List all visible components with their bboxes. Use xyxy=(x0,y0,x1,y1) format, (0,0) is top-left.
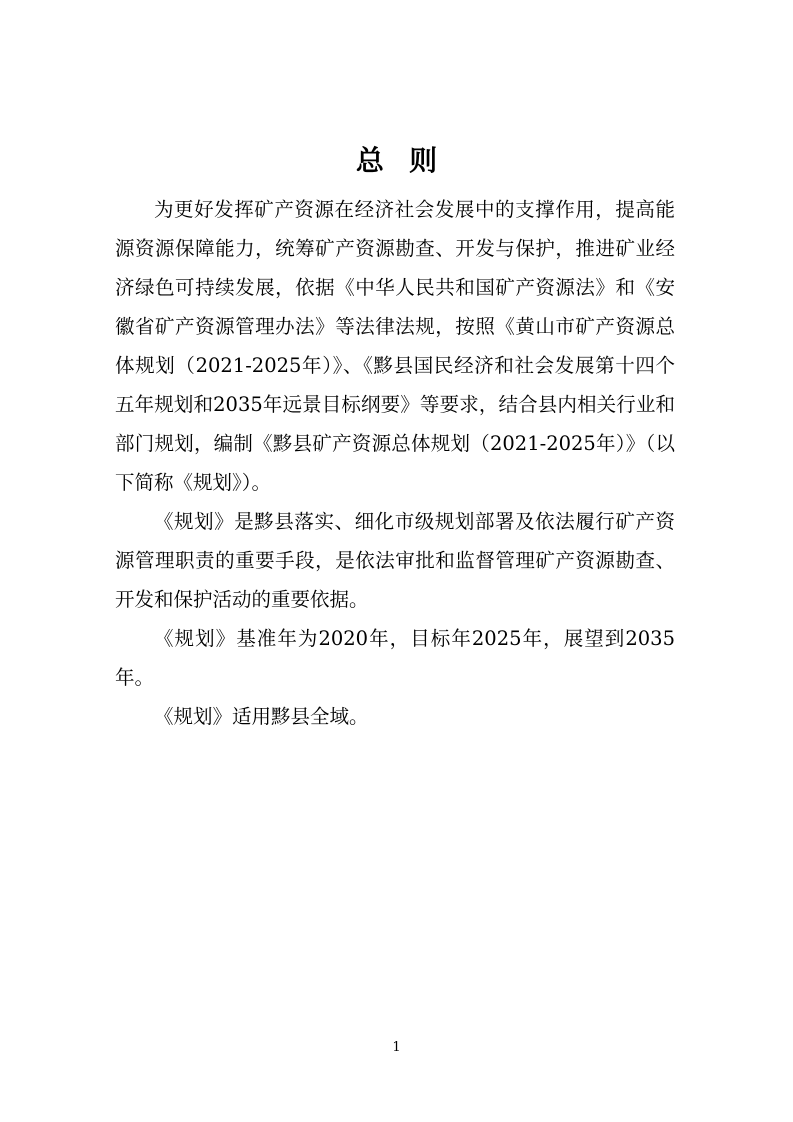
paragraph-role: 《规划》是黟县落实、细化市级规划部署及依法履行矿产资源管理职责的重要手段，是依法审批和监督管理矿产资源勘查、开发和保护活动的重要依据。 xyxy=(115,510,675,611)
paragraph-purpose: 为更好发挥矿产资源在经济社会发展中的支撑作用，提高能源资源保障能力，统筹矿产资源勘查、开发与保护，推进矿业经济绿色可持续发展，依据《中华人民共和国矿产资源法》和《安徽省矿产资源管理办法》等法律法规，按照《黄山市矿产资源总体规划（2021-2025年）》、《黟县国民经济和社会发展第十四个五年规划和2035年远景目标纲要》等要求，结合县内相关行业和部门规划，编制《黟县矿产资源总体规划（2021-2025年）》（以下简称《规划》）。 xyxy=(115,198,675,494)
paragraph-period: 《规划》基准年为2020年，目标年2025年，展望到2035年。 xyxy=(115,627,675,689)
page-number: 1 xyxy=(392,1040,401,1055)
page-title: 总则 xyxy=(355,143,463,177)
body-text xyxy=(115,190,675,736)
paragraph-scope: 《规划》适用黟县全域。 xyxy=(154,705,369,728)
